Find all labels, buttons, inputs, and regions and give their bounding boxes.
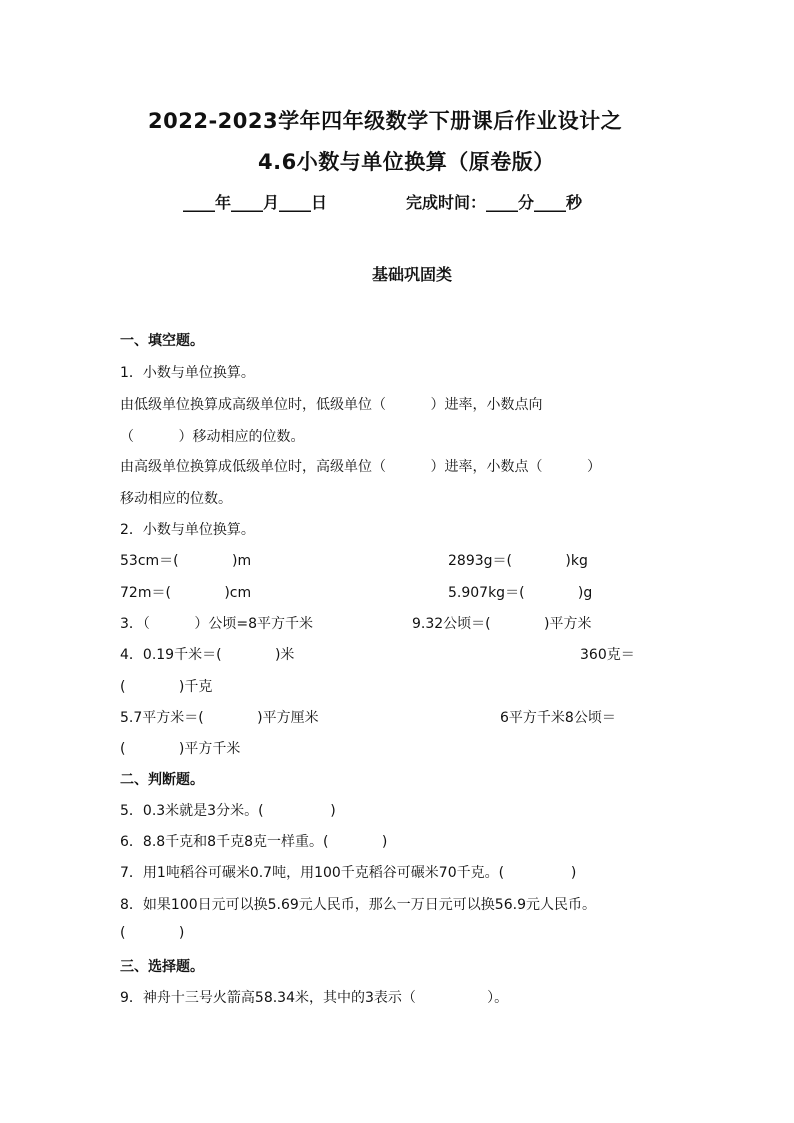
- question-1-line-3: 由高级单位换算成低级单位时，高级单位（ ）进率，小数点（ ）: [120, 459, 602, 475]
- section-title-judge: 二、判断题。: [120, 772, 204, 788]
- question-4-item-f: ( )平方千米: [120, 741, 241, 757]
- question-3-item-a: 3．（ ）公顷=8平方千米: [120, 616, 314, 632]
- section-title-fill-in: 一、填空题。: [120, 333, 204, 349]
- question-9: 9．神舟十三号火箭高58.34米，其中的3表示（ ）。: [120, 990, 509, 1006]
- question-2-item-a: 53cm＝( )m: [120, 553, 252, 569]
- question-2-item-b: 2893g＝( )kg: [448, 553, 588, 569]
- question-4-item-e: 6平方千米8公顷＝: [500, 710, 616, 726]
- question-1-line-2: （ ）移动相应的位数。: [120, 429, 305, 445]
- category-heading: 基础巩固类: [372, 265, 453, 284]
- question-2-stem: 2．小数与单位换算。: [120, 522, 255, 538]
- question-8: 8．如果100日元可以换5.69元人民币，那么一万日元可以换56.9元人民币。: [120, 897, 596, 913]
- question-2-item-d: 5.907kg＝( )g: [448, 585, 593, 601]
- question-5: 5．0.3米就是3分米。( ): [120, 803, 336, 819]
- question-2-item-c: 72m＝( )cm: [120, 585, 252, 601]
- question-4-item-d: 5.7平方米＝( )平方厘米: [120, 710, 319, 726]
- question-4-item-b: 360克＝: [580, 647, 635, 663]
- question-4-item-a: 4．0.19千米＝( )米: [120, 647, 295, 663]
- worksheet-title-line-2: 4.6小数与单位换算（原卷版）: [258, 150, 555, 174]
- date-field: ____年____月____日: [183, 193, 328, 212]
- question-7: 7．用1吨稻谷可碾米0.7吨，用100千克稻谷可碾米70千克。( ): [120, 865, 577, 881]
- question-8-answer-blank: ( ): [120, 925, 185, 941]
- section-title-choice: 三、选择题。: [120, 959, 204, 975]
- question-3-item-b: 9.32公顷＝( )平方米: [412, 616, 592, 632]
- completion-time-field: 完成时间：____分____秒: [406, 193, 583, 212]
- worksheet-title-line-1: 2022-2023学年四年级数学下册课后作业设计之: [148, 109, 623, 133]
- question-6: 6．8.8千克和8千克8克一样重。( ): [120, 834, 388, 850]
- question-1-stem: 1．小数与单位换算。: [120, 365, 255, 381]
- question-1-line-1: 由低级单位换算成高级单位时，低级单位（ ）进率，小数点向: [120, 397, 543, 413]
- question-4-item-c: ( )千克: [120, 679, 213, 695]
- question-1-line-4: 移动相应的位数。: [120, 491, 232, 507]
